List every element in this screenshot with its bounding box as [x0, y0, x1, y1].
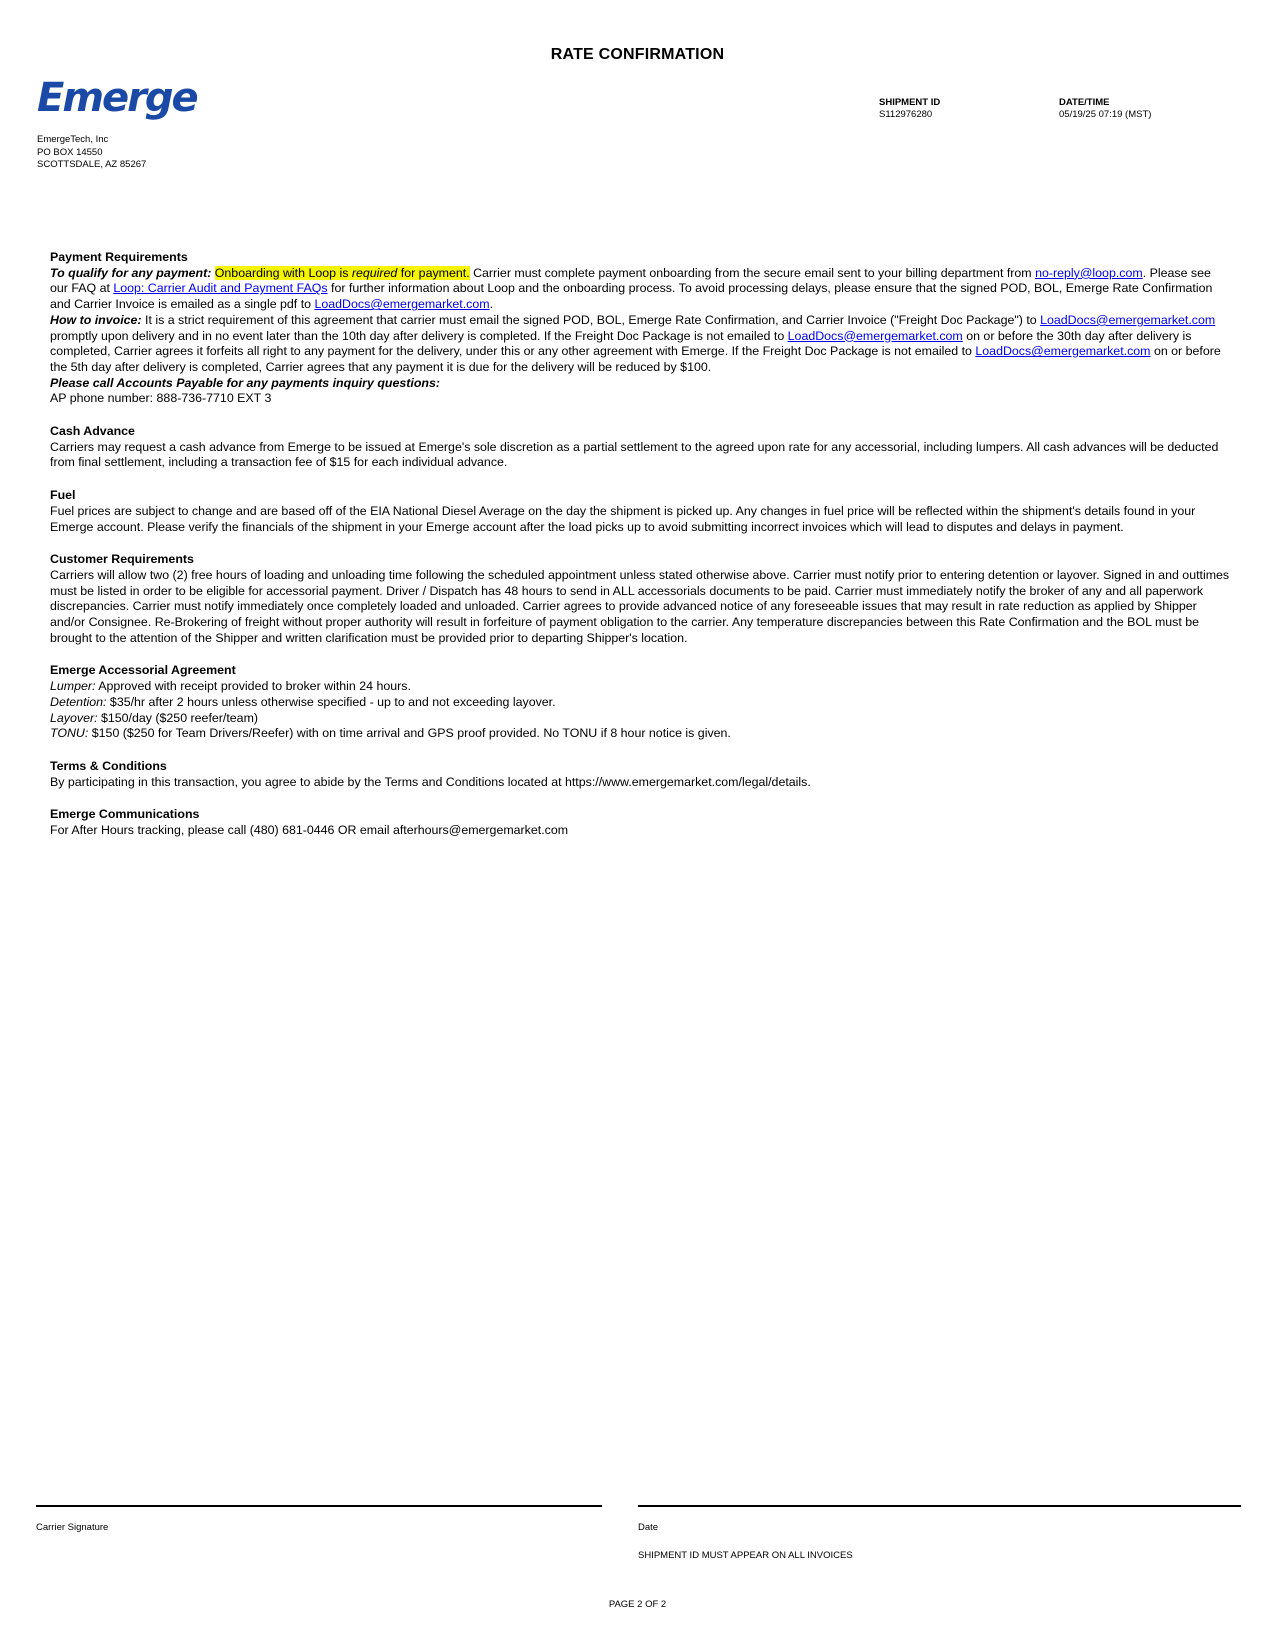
invoice-notice: SHIPMENT ID MUST APPEAR ON ALL INVOICES [638, 1550, 853, 1561]
shipment-id-block [879, 97, 940, 121]
accessorial-item-lumper [50, 679, 1230, 695]
accessorial-text: $35/hr after 2 hours unless otherwise specified - up to and not exceeding layover. [106, 694, 556, 709]
company-address [37, 134, 146, 172]
accessorial-text: Approved with receipt provided to broker within 24 hours. [95, 679, 411, 694]
terms-heading: Terms & Conditions [50, 758, 167, 773]
customer-requirements-heading: Customer Requirements [50, 552, 194, 567]
date-line [638, 1505, 1241, 1507]
qualify-text-4: . [489, 297, 494, 312]
qualify-text-2: . Please see our FAQ at [50, 265, 1211, 296]
cash-advance-heading: Cash Advance [50, 424, 135, 439]
invoice-text-1: It is a strict requirement of this agreement that carrier must email the signed POD, BOL, Emerge Rate Confirmation, and Carrier Invoice ("Freight Doc Package") to [141, 312, 1041, 327]
date-label: Date [638, 1522, 659, 1533]
hl-text-3: for payment. [397, 265, 470, 280]
accessorial-text: $150 ($250 for Team Drivers/Reefer) with on time arrival and GPS proof provided. No TONU if 8 hour notice is given. [88, 726, 731, 741]
accessorial-label: Detention: [50, 694, 107, 709]
terms-section [50, 759, 1230, 790]
accessorial-item-layover [50, 711, 1230, 727]
accessorial-text: $150/day ($250 reefer/team) [97, 710, 259, 725]
payment-qualify-paragraph [50, 266, 1230, 313]
loaddocs-link[interactable]: LoadDocs@emergemarket.com [975, 344, 1151, 359]
cash-advance-text: Carriers may request a cash advance from Emerge to be issued at Emerge's sole discretion as a partial settlement to the agreed upon rate for any accessorial, including lumpers. All cash advances will be deducted from final settlement, including a transaction fee of $15 for each individual advance. [50, 439, 1219, 470]
payment-heading: Payment Requirements [50, 250, 188, 264]
accessorial-label: Layover: [50, 710, 98, 725]
company-po-box: PO BOX 14550 [37, 146, 103, 158]
how-to-invoice-paragraph [50, 313, 1230, 376]
ap-label: Please call Accounts Payable for any payments inquiry questions: [50, 375, 440, 390]
qualify-label: To qualify for any payment: [50, 265, 212, 280]
loaddocs-link[interactable]: LoadDocs@emergemarket.com [314, 297, 490, 312]
payment-section [50, 250, 1230, 407]
loop-email-link[interactable]: no-reply@loop.com [1035, 265, 1143, 280]
customer-requirements-section [50, 552, 1230, 646]
loaddocs-link[interactable]: LoadDocs@emergemarket.com [787, 328, 963, 343]
hl-required: required [351, 265, 398, 280]
customer-requirements-text: Carriers will allow two (2) free hours of loading and unloading time following the scheduled appointment unless stated otherwise above. Carrier must notify prior to entering detention or layover. Signed in and outtimes must be listed in order to be eligible for accessorial payment. Driver / Dispatch has 48 hours to send in ALL accessorials documents to be paid. Carrier must immediately notify the broker of any and all paperwork discrepancies. Carrier must notify immediately once completely loaded and unloaded. Carrier agrees to provide advanced notice of any foreseeable issues that may result in rate reduction as applied by Shipper and/or Consignee. Re-Brokering of freight without proper authority will result in forfeiture of payment obligation to the carrier. Any temperature discrepancies between this Rate Confirmation and the BOL must be brought to the attention of the Shipper and written clarification must be provided prior to departing Shipper's location. [50, 567, 1230, 645]
communications-section [50, 807, 1230, 838]
page-number: PAGE 2 OF 2 [608, 1599, 667, 1610]
accessorial-label: Lumper: [50, 679, 96, 694]
terms-content [50, 250, 1230, 839]
fuel-text: Fuel prices are subject to change and are based off of the EIA National Diesel Average on the day the shipment is picked up. Any changes in fuel price will be reflected within the shipment's details found in your Emerge account. Please verify the financials of the shipment in your Emerge account after the load picks up to avoid submitting incorrect invoices which will lead to disputes and delays in payment. [50, 503, 1196, 534]
accessorial-heading: Emerge Accessorial Agreement [50, 663, 236, 678]
communications-heading: Emerge Communications [50, 807, 200, 822]
fuel-section [50, 488, 1230, 535]
accessorial-section [50, 663, 1230, 742]
loop-faq-link[interactable]: Loop: Carrier Audit and Payment FAQs [113, 281, 328, 296]
communications-text: For After Hours tracking, please call (480) 681-0446 OR email afterhours@emergemarket.com [50, 823, 569, 838]
invoice-text-3: on or before the 30th day after delivery is completed, Carrier agrees it forfeits all right to any payment for the delivery, under this or any other agreement with Emerge. If the Freight Doc Package is not emailed to [50, 328, 1192, 359]
accessorial-item-tonu [50, 726, 1230, 742]
emerge-logo: Emerge [37, 75, 197, 121]
invoice-text-2: promptly upon delivery and in no event later than the 10th day after delivery is completed. If the Freight Doc Package is not emailed to [50, 328, 788, 343]
loaddocs-link[interactable]: LoadDocs@emergemarket.com [1040, 312, 1216, 327]
company-city: SCOTTSDALE, AZ 85267 [37, 159, 147, 170]
ap-phone: AP phone number: 888-736-7710 EXT 3 [50, 391, 272, 406]
shipment-id-value: S112976280 [879, 109, 933, 120]
page-title: RATE CONFIRMATION [550, 46, 725, 63]
date-time-value: 05/19/25 07:19 (MST) [1059, 109, 1152, 120]
fuel-heading: Fuel [50, 488, 76, 503]
accessorial-label: TONU: [50, 726, 89, 741]
date-time-block [1059, 97, 1151, 121]
qualify-text-1: Carrier must complete payment onboarding from the secure email sent to your billing department from [469, 265, 1036, 280]
invoice-label: How to invoice: [50, 312, 142, 327]
terms-text: By participating in this transaction, you agree to abide by the Terms and Conditions located at https://www.emergemarket.com/legal/details. [50, 774, 811, 789]
shipment-id-label: SHIPMENT ID [879, 97, 941, 108]
carrier-signature-label: Carrier Signature [36, 1522, 109, 1533]
date-time-label: DATE/TIME [1059, 97, 1110, 108]
carrier-signature-line [36, 1505, 602, 1507]
loop-highlight [215, 266, 470, 280]
qualify-text-3: for further information about Loop and the onboarding process. To avoid processing delays, please ensure that the signed POD, BOL, Emerge Rate Confirmation and Carrier Invoice is emailed as a single pdf to [50, 281, 1213, 312]
invoice-text-4: on or before the 5th day after delivery is completed, Carrier agrees that any payment it is due for the delivery will be reduced by $100. [50, 344, 1221, 374]
hl-text-1: Onboarding with Loop is [214, 265, 352, 280]
accessorial-item-detention [50, 695, 1230, 711]
cash-advance-section [50, 424, 1230, 471]
company-name: EmergeTech, Inc [37, 134, 109, 145]
